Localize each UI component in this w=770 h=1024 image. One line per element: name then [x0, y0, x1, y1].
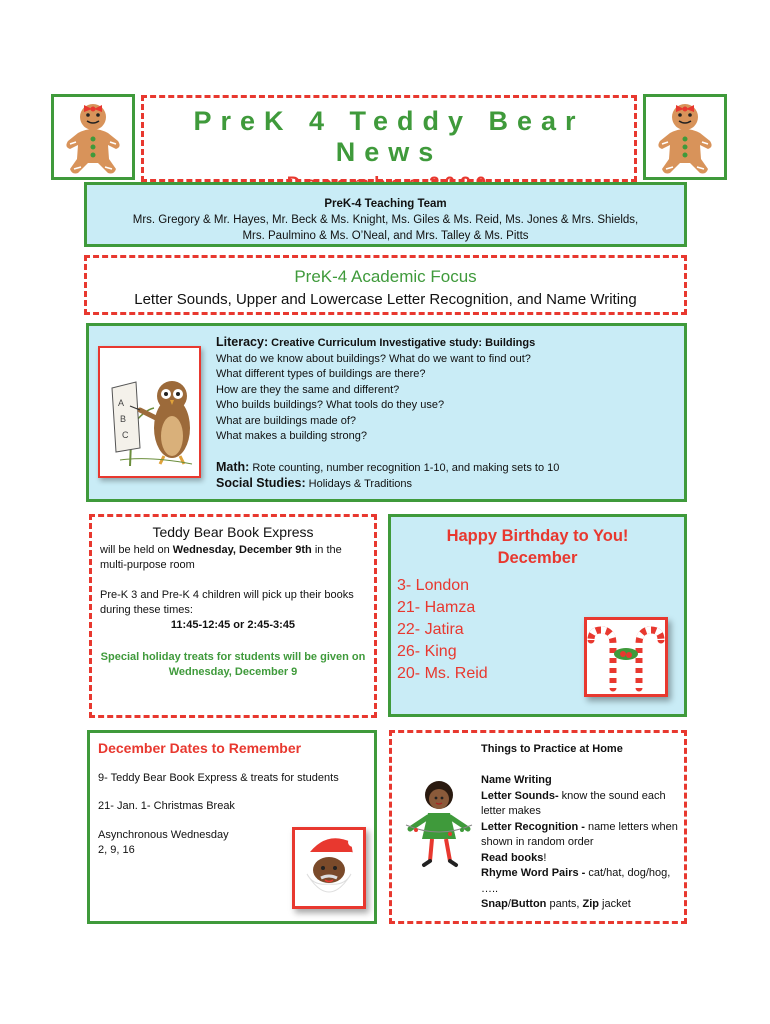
- practice-item-label: Snap: [481, 898, 508, 910]
- book-express-times: 11:45-12:45 or 2:45-3:45: [170, 619, 296, 631]
- practice-item-text: !: [543, 851, 547, 864]
- literacy-study: Creative Curriculum Investigative study: Buildings: [271, 337, 536, 349]
- practice-list: [481, 773, 681, 913]
- book-express-date: Wednesday, December 9th: [172, 544, 312, 556]
- teaching-team-line-2: Mrs. Paulmino & Ms. O’Neal, and Mrs. Talley & Ms. Pitts: [242, 230, 529, 242]
- teaching-team-heading: PreK-4 Teaching Team: [324, 198, 447, 210]
- academic-focus-panel: [84, 255, 687, 315]
- gingerbread-icon: [54, 97, 132, 177]
- santa-icon: [295, 830, 363, 906]
- gingerbread-right-frame: [643, 94, 727, 180]
- practice-item-label: Letter Recognition -: [481, 820, 585, 833]
- birthday-item: 20- Ms. Reid: [397, 665, 488, 682]
- literacy-question: What makes a building strong?: [216, 430, 368, 442]
- math-text: Rote counting, number recognition 1-10, and making sets to 10: [252, 461, 560, 474]
- social-studies-label: Social Studies:: [216, 476, 306, 490]
- social-studies-text: Holidays & Traditions: [308, 478, 412, 490]
- dates-item: 9- Teddy Bear Book Express & treats for students: [98, 772, 339, 784]
- teaching-team-line-1: Mrs. Gregory & Mr. Hayes, Mr. Beck & Ms. Knight, Ms. Giles & Ms. Reid, Ms. Jones & Mrs. Shields,: [132, 214, 639, 226]
- math-label: Math:: [216, 459, 250, 474]
- newsletter-header: [141, 95, 637, 182]
- page-title: PreK 4 Teddy Bear News: [193, 106, 585, 167]
- practice-title: Things to Practice at Home: [481, 743, 623, 755]
- practice-item-label: Letter Sounds-: [481, 789, 559, 802]
- practice-item-text: pants,: [546, 898, 583, 910]
- owl-board-letter: A: [118, 398, 125, 408]
- book-express-line-1: [100, 543, 366, 573]
- girl-icon: [402, 777, 476, 873]
- book-express-line-2: Pre-K 3 and Pre-K 4 children will pick up their books during these times:: [100, 589, 354, 616]
- practice-item-label: Zip: [582, 898, 599, 910]
- birthday-panel: [388, 514, 687, 717]
- practice-item-text: /: [507, 898, 511, 910]
- owl-board-letter: C: [122, 430, 129, 440]
- owl-board-letter: B: [120, 414, 127, 424]
- practice-item-text: jacket: [598, 898, 631, 910]
- practice-item-label: Read books: [481, 851, 544, 864]
- literacy-question: What are buildings made of?: [216, 414, 357, 427]
- santa-frame: [292, 827, 366, 909]
- dates-item: 2, 9, 16: [98, 844, 135, 856]
- girl-illustration-frame: [402, 777, 476, 873]
- practice-item-label: Rhyme Word Pairs -: [481, 867, 586, 879]
- practice-at-home-panel: [389, 730, 687, 924]
- candy-cane-frame: [584, 617, 668, 697]
- birthday-item: 26- King: [397, 643, 457, 660]
- birthday-month: December: [497, 549, 578, 567]
- dates-item: Asynchronous Wednesday: [98, 829, 229, 841]
- owl-teacher-frame: [98, 346, 201, 478]
- candy-cane-icon: [587, 620, 665, 694]
- practice-item-text: cat/hat, dog/hog, …..: [481, 867, 671, 895]
- gingerbread-left-frame: [51, 94, 135, 180]
- book-express-text: in the multi-purpose room: [100, 544, 342, 571]
- book-express-panel: [89, 514, 377, 718]
- literacy-question: What do we know about buildings? What do we want to find out?: [216, 352, 531, 365]
- academic-focus-subtitle: Letter Sounds, Upper and Lowercase Letter Recognition, and Name Writing: [134, 291, 637, 308]
- literacy-text: [216, 335, 559, 493]
- december-dates-panel: [87, 730, 377, 924]
- birthday-item: 3- London: [397, 577, 470, 594]
- practice-item-text: name letters when shown in random order: [481, 820, 678, 848]
- birthday-item: 21- Hamza: [397, 599, 476, 616]
- teaching-team-panel: [84, 182, 687, 247]
- book-express-treats: Special holiday treats for students will be given on Wednesday, December 9: [100, 651, 366, 678]
- literacy-question: Who builds buildings? What tools do they use?: [216, 399, 445, 411]
- literacy-question: What different types of buildings are there?: [216, 368, 426, 380]
- practice-item-text: know the sound each letter makes: [481, 789, 666, 817]
- literacy-panel: [86, 323, 687, 502]
- literacy-question: How are they the same and different?: [216, 383, 400, 396]
- practice-item-label: Button: [510, 898, 547, 910]
- dates-item: 21- Jan. 1- Christmas Break: [98, 800, 235, 812]
- book-express-title: Teddy Bear Book Express: [152, 524, 314, 540]
- december-dates-title: December Dates to Remember: [98, 740, 302, 756]
- birthday-item: 22- Jatira: [397, 621, 464, 638]
- academic-focus-title: PreK-4 Academic Focus: [294, 267, 477, 286]
- book-express-text: will be held on: [100, 544, 173, 556]
- owl-teacher-illustration: [100, 348, 199, 476]
- gingerbread-icon: [646, 97, 724, 177]
- literacy-label: Literacy:: [216, 335, 269, 349]
- practice-item-label: Name Writing: [481, 774, 552, 786]
- birthday-title: Happy Birthday to You!: [446, 527, 629, 545]
